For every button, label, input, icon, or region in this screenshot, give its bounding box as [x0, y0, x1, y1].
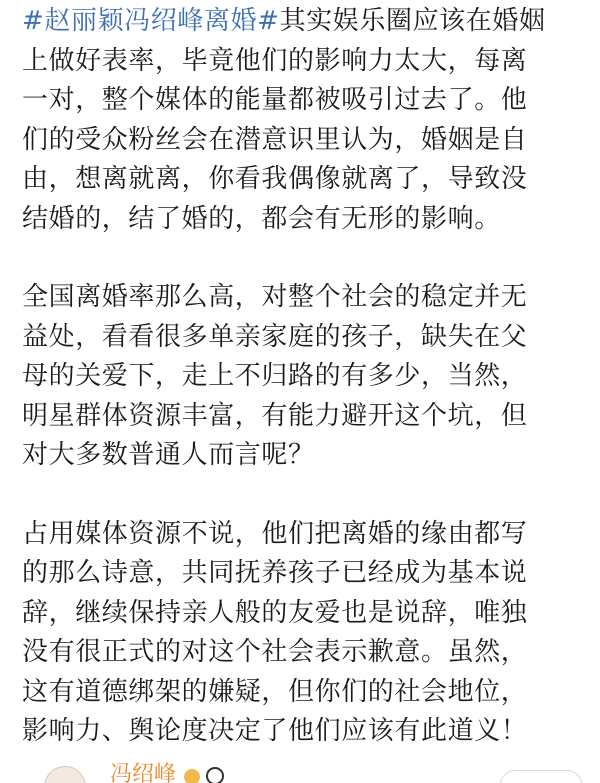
avatar[interactable] — [44, 766, 86, 783]
author-name-link[interactable]: 冯绍峰 — [110, 762, 177, 783]
post-line: 没有很正式的对这个社会表示歉意。虽然， — [22, 637, 528, 667]
post-line: 对大多数普通人而言呢？ — [22, 440, 315, 470]
post-line: 明星群体资源丰富，有能力避开这个坑，但 — [22, 400, 528, 431]
follow-button[interactable] — [500, 770, 582, 783]
post-paragraph-3 — [22, 515, 582, 752]
post-line: 上做好表率，毕竟他们的影响力太大，每离 — [22, 45, 528, 76]
author-bar — [0, 760, 600, 783]
post-line: 结婚的，结了婚的，都会有无形的影响。 — [22, 203, 501, 234]
post-line: 们的受众粉丝会在潜意识里认为，婚姻是自 — [22, 124, 528, 155]
post-line — [22, 2, 582, 42]
post-line: 一对，整个媒体的能量都被吸引过去了。他 — [22, 85, 528, 115]
post-line: 益处，看看很多单亲家庭的孩子，缺失在父 — [22, 321, 528, 352]
post-line-text: 其实娱乐圈应该在婚姻 — [279, 6, 546, 36]
post-paragraph-2 — [22, 278, 582, 476]
post-line: 影响力、舆论度决定了他们应该有此道义！ — [22, 716, 528, 746]
post-line: 辞，继续保持亲人般的友爱也是说辞，唯独 — [22, 597, 528, 628]
topic-hashtag-link[interactable]: #赵丽颖冯绍峰离婚# — [22, 6, 280, 36]
post-line: 占用媒体资源不说，他们把离婚的缘由都写 — [22, 518, 528, 549]
verified-badge-icon — [184, 769, 200, 783]
panda-icon — [206, 767, 224, 783]
post-line: 这有道德绑架的嫌疑，但你们的社会地位， — [22, 676, 528, 707]
post-line: 的那么诗意，共同抚养孩子已经成为基本说 — [22, 558, 528, 588]
post-line: 全国离婚率那么高，对整个社会的稳定并无 — [22, 282, 528, 312]
post-paragraph-1 — [22, 2, 582, 239]
post-line: 母的关爱下，走上不归路的有多少，当然， — [22, 361, 528, 391]
post-line: 由，想离就离，你看我偶像就离了，导致没 — [22, 164, 528, 194]
post-content — [22, 2, 582, 752]
